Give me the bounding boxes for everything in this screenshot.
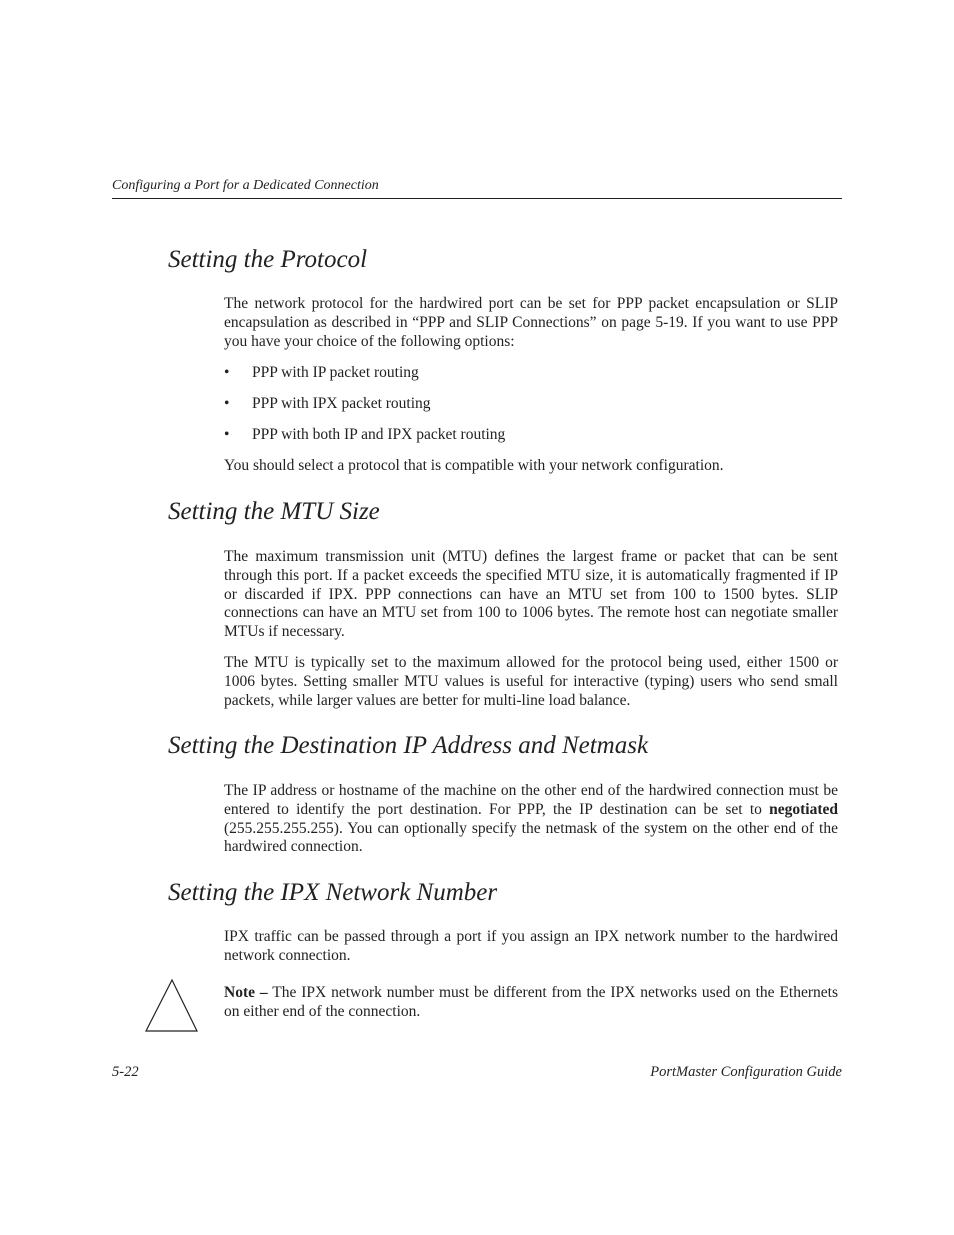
ipx-paragraph: IPX traffic can be passed through a port if you assign an IPX network number to the hardwired network connection.: [224, 928, 838, 964]
protocol-intro: The network protocol for the hardwired port can be set for PPP packet encapsulation or SLIP encapsulation as described in “PPP and SLIP Connections” on page 5-19. If you want to use PPP you have your choice of the following options:: [224, 295, 838, 350]
running-header: Configuring a Port for a Dedicated Connection: [112, 178, 379, 193]
protocol-closing: You should select a protocol that is compatible with your network configuration.: [224, 457, 724, 474]
book-title: PortMaster Configuration Guide: [650, 1064, 842, 1080]
section-title-ipx: Setting the IPX Network Number: [168, 879, 498, 906]
bullet-icon: •: [224, 364, 230, 381]
mtu-paragraph-2: The MTU is typically set to the maximum allowed for the protocol being used, either 1500 or 1006 bytes. Setting smaller MTU values is useful for interactive (typing) users who send small packets, while larger values are better for multi-line load balance.: [224, 654, 838, 709]
note-label: Note –: [224, 984, 268, 1001]
section-title-mtu: Setting the MTU Size: [168, 498, 380, 525]
section-title-protocol: Setting the Protocol: [168, 246, 368, 273]
destination-paragraph: The IP address or hostname of the machine on the other end of the hardwired connection must be entered to identify the port destination. For PPP, the IP destination can be set to negotiated (255.255.255.255). You can optionally specify the netmask of the system on the other end of the hardwired connection.: [224, 782, 838, 856]
bullet-icon: •: [224, 426, 230, 443]
note-paragraph: Note – The IPX network number must be different from the IPX networks used on the Ethernets on either end of the connection.: [224, 984, 838, 1020]
header-rule: [112, 198, 842, 199]
bullet-icon: •: [224, 395, 230, 412]
page-number: 5-22: [112, 1064, 139, 1080]
section-title-destination: Setting the Destination IP Address and Netmask: [168, 732, 649, 759]
caution-triangle-icon: [144, 978, 200, 1034]
negotiated-term: negotiated: [769, 800, 838, 818]
mtu-paragraph-1: The maximum transmission unit (MTU) defines the largest frame or packet that can be sent through this port. If a packet exceeds the specified MTU size, it is automatically fragmented if IP or discarded if IPX. PPP connections can have an MTU set from 100 to 1500 bytes. SLIP connections can have an MTU set from 100 to 1006 bytes. The remote host can negotiate smaller MTUs if necessary.: [224, 548, 838, 641]
